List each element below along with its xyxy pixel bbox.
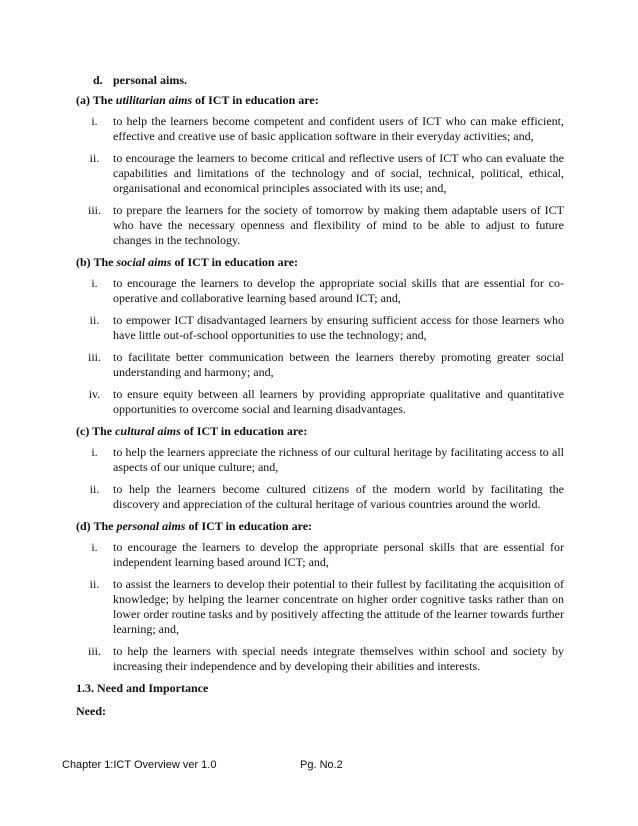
aims-heading xyxy=(76,519,564,534)
heading-aim-type: social aims xyxy=(116,255,172,269)
pre-item-text: personal aims. xyxy=(113,73,188,87)
list-item-text: to encourage the learners to become critical and reflective users of ICT who can evaluate the capabilities and limitations of the technology and of social, technical, political, ethical, organisational and economical principles associated with its use; and, xyxy=(113,151,564,195)
list-item xyxy=(76,445,564,475)
heading-suffix: of ICT in education are: xyxy=(180,424,308,438)
aims-heading xyxy=(76,93,564,108)
section-title: 1.3. Need and Importance xyxy=(76,681,209,695)
list-item-text: to help the learners become competent and confident users of ICT who can make efficient, effective and creative use of basic application software in their everyday activities; and, xyxy=(113,114,564,143)
list-item-number: i. xyxy=(91,540,98,554)
list-item-number: i. xyxy=(91,114,98,128)
list-item xyxy=(76,644,564,674)
list-item-text: to facilitate better communication between the learners thereby promoting greater social understanding and harmony; and, xyxy=(113,350,564,379)
list-item-number: iii. xyxy=(87,203,101,217)
heading-suffix: of ICT in education are: xyxy=(171,255,299,269)
heading-aim-type: cultural aims xyxy=(115,424,181,438)
aims-list xyxy=(76,276,564,417)
list-item xyxy=(76,540,564,570)
list-item-text: to encourage the learners to develop the appropriate personal skills that are essential for independent learning based around ICT; and, xyxy=(113,540,564,569)
list-item-text: to encourage the learners to develop the appropriate social skills that are essential for co-operative and collaborative learning based around ICT; and, xyxy=(113,276,564,305)
list-item xyxy=(76,313,564,343)
pre-list-item xyxy=(93,73,564,88)
need-label: Need: xyxy=(76,704,106,718)
list-item-number: ii. xyxy=(89,482,100,496)
list-item xyxy=(76,482,564,512)
list-item-text: to assist the learners to develop their potential to their fullest by facilitating the acquisition of knowledge; by helping the learner concentrate on higher order cognitive tasks rather than on lower order routine tasks and by positively affecting the attitude of the learner towards further learning; and, xyxy=(113,577,564,636)
list-item-text: to ensure equity between all learners by providing appropriate qualitative and quantitative opportunities to overcome social and learning disadvantages. xyxy=(113,387,564,416)
heading-prefix: (b) The xyxy=(76,255,117,269)
heading-prefix: (a) The xyxy=(76,93,116,107)
list-item xyxy=(76,276,564,306)
list-item-number: iv. xyxy=(88,387,101,401)
list-item-text: to help the learners become cultured citizens of the modern world by facilitating the discovery and appreciation of the cultural heritage of various countries around the world. xyxy=(113,482,564,511)
list-item-number: i. xyxy=(91,445,98,459)
heading-aim-type: personal aims xyxy=(116,519,186,533)
list-item-number: ii. xyxy=(89,577,100,591)
list-item-number: iii. xyxy=(87,644,101,658)
pre-item-letter: d. xyxy=(93,73,103,87)
aims-list xyxy=(76,445,564,512)
heading-prefix: (d) The xyxy=(76,519,117,533)
list-item xyxy=(76,114,564,144)
list-item-text: to help the learners appreciate the richness of our cultural heritage by facilitating access to all aspects of our unique culture; and, xyxy=(113,445,564,474)
aims-sections xyxy=(76,93,564,674)
heading-suffix: of ICT in education are: xyxy=(185,519,313,533)
aims-heading xyxy=(76,424,564,439)
page-content xyxy=(76,73,564,719)
list-item xyxy=(76,577,564,637)
list-item xyxy=(76,350,564,380)
footer-chapter: Chapter 1:ICT Overview ver 1.0 xyxy=(62,759,217,771)
aims-list xyxy=(76,114,564,248)
aims-heading xyxy=(76,255,564,270)
list-item-number: ii. xyxy=(89,151,100,165)
list-item-text: to prepare the learners for the society of tomorrow by making them adaptable users of ICT who have the necessary openness and flexibility of mind to be able to adjust to future changes in the technology. xyxy=(113,203,564,247)
heading-aim-type: utilitarian aims xyxy=(115,93,193,107)
list-item-number: ii. xyxy=(89,313,100,327)
list-item xyxy=(76,151,564,196)
aims-list xyxy=(76,540,564,674)
list-item-text: to empower ICT disadvantaged learners by ensuring sufficient access for those learners who have little out-of-school opportunities to use the technology; and, xyxy=(113,313,564,342)
list-item xyxy=(76,203,564,248)
list-item-text: to help the learners with special needs integrate themselves within school and society by increasing their independence and by developing their abilities and interests. xyxy=(113,644,564,673)
footer-page-number: Pg. No.2 xyxy=(300,759,343,771)
list-item-number: i. xyxy=(91,276,98,290)
list-item-number: iii. xyxy=(87,350,101,364)
heading-prefix: (c) The xyxy=(76,424,116,438)
list-item xyxy=(76,387,564,417)
heading-suffix: of ICT in education are: xyxy=(192,93,319,107)
